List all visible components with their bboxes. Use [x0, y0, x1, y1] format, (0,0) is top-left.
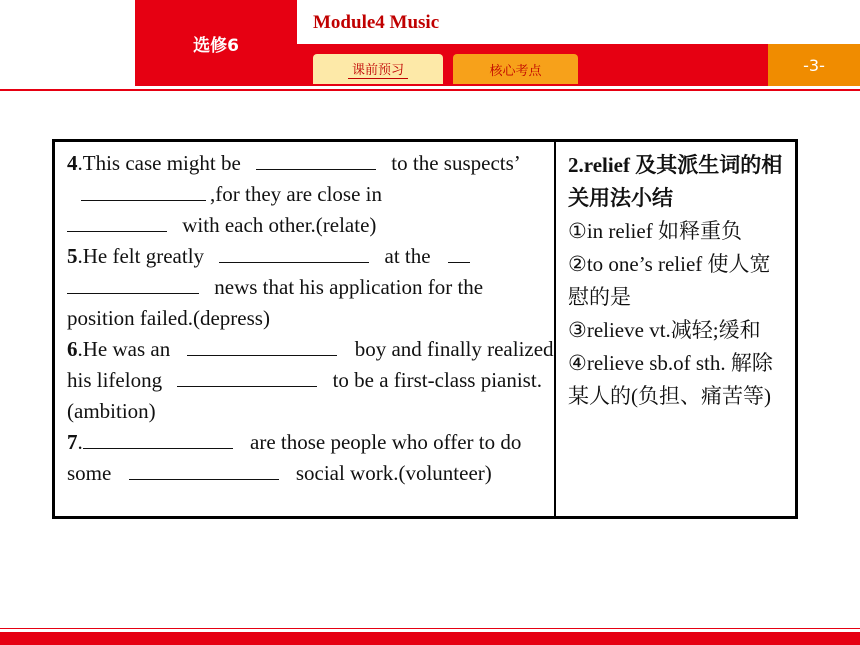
exercise-4: 4.This case might be to the suspects’ ,for they are close in with each other.(relate) — [67, 151, 520, 237]
notes-item: ①in relief 如释重负 — [568, 219, 742, 243]
exercise-card — [52, 139, 798, 519]
notes-item: ④relieve sb.of sth. 解除某人的(负担、痛苦等) — [568, 351, 773, 408]
exercise-text: with each other.(relate) — [177, 213, 377, 237]
exercise-number: 4 — [67, 151, 78, 175]
notes-item: ②to one’s relief 使人宽慰的是 — [568, 252, 771, 309]
exercise-5: 5.He felt greatly at the news that his application for the position failed.(depress) — [67, 244, 484, 330]
tab-key-points[interactable] — [453, 54, 578, 84]
tab-preview-label: 课前预习 — [348, 59, 408, 79]
answer-blank[interactable] — [177, 368, 317, 387]
footer-bar — [0, 632, 860, 645]
exercise-text: This case might be — [82, 151, 241, 175]
answer-blank[interactable] — [67, 275, 199, 294]
answer-blank[interactable] — [256, 151, 376, 170]
answer-blank[interactable] — [129, 461, 279, 480]
answer-blank[interactable] — [187, 337, 337, 356]
header-left-area — [0, 0, 135, 86]
exercise-list — [55, 142, 556, 516]
answer-blank[interactable] — [448, 244, 470, 263]
tab-preview[interactable] — [313, 54, 443, 84]
exercise-text: at the — [379, 244, 431, 268]
answer-blank[interactable] — [83, 430, 233, 449]
page-number: -3- — [768, 44, 860, 86]
answer-blank[interactable] — [219, 244, 369, 263]
notes-title: 2.relief 及其派生词的相关用法小结 — [568, 153, 783, 210]
notes-panel — [556, 142, 795, 516]
course-badge: 选修6 — [135, 0, 297, 86]
answer-blank[interactable] — [67, 213, 167, 232]
exercise-text: boy and finally realized his lifelong — [67, 337, 554, 392]
exercise-text: He was an — [82, 337, 171, 361]
exercise-text: news that his application for the position failed.(depress) — [67, 275, 484, 330]
exercise-text: to the suspects’ — [386, 151, 520, 175]
exercise-6: 6.He was an boy and finally realized his lifelong to be a first-class pianist.(ambition) — [67, 337, 554, 423]
exercise-text: social work.(volunteer) — [290, 461, 492, 485]
exercise-text: to be a first-class pianist.(ambition) — [67, 368, 542, 423]
exercise-text: are those people who offer to do some — [67, 430, 522, 485]
exercise-text: ,for they are close in — [210, 182, 383, 206]
exercise-number: 5 — [67, 244, 78, 268]
tab-key-points-label: 核心考点 — [489, 63, 542, 79]
module-title: Module4 Music — [313, 12, 440, 33]
notes-item: ③relieve vt.减轻;缓和 — [568, 318, 761, 342]
exercise-number: 6 — [67, 337, 78, 361]
exercise-7: 7. are those people who offer to do some social work.(volunteer) — [67, 430, 522, 485]
exercise-text: He felt greatly — [82, 244, 205, 268]
exercise-number: 7 — [67, 430, 78, 454]
header-divider — [0, 89, 860, 91]
answer-blank[interactable] — [81, 182, 206, 201]
